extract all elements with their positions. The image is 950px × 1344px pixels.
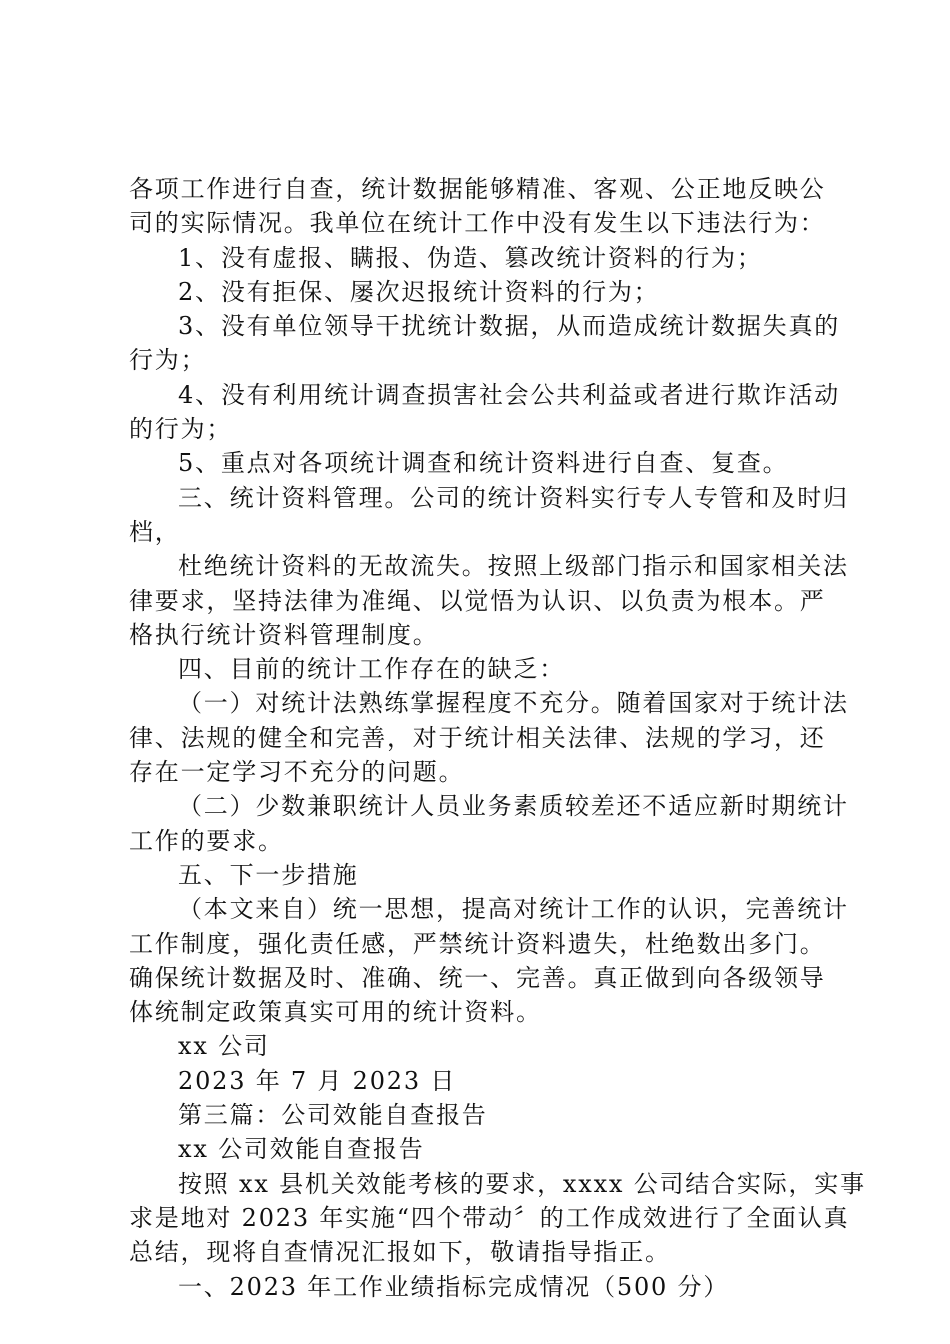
text-line: 杜绝统计资料的无故流失。按照上级部门指示和国家相关法 <box>178 552 849 581</box>
signature-company: xx 公司 <box>178 1032 270 1061</box>
section-heading-1: 一、2023 年工作业绩指标完成情况（500 分） <box>178 1272 730 1301</box>
text-line: 工作制度，强化责任感，严禁统计资料遗失，杜绝数出多门。 <box>129 929 826 958</box>
text-line: 工作的要求。 <box>129 826 284 855</box>
text-line: 的行为； <box>129 415 233 444</box>
text-line: 律、法规的健全和完善，对于统计相关法律、法规的学习，还 <box>129 723 826 752</box>
text-line: 格执行统计资料管理制度。 <box>129 620 439 649</box>
text-line: 2、没有拒保、屡次迟报统计资料的行为； <box>178 277 660 306</box>
report-title: xx 公司效能自查报告 <box>178 1135 425 1164</box>
text-line: 存在一定学习不充分的问题。 <box>129 758 465 787</box>
text-line: （本文来自）统一思想，提高对统计工作的认识，完善统计 <box>178 895 849 924</box>
section-heading-4: 四、目前的统计工作存在的缺乏： <box>178 655 565 684</box>
text-line: 体统制定政策真实可用的统计资料。 <box>129 998 542 1027</box>
document-body <box>129 172 866 1304</box>
text-line: 总结，现将自查情况汇报如下，敬请指导指正。 <box>129 1238 671 1267</box>
text-line: 求是地对 2023 年实施“四个带动〞的工作成效进行了全面认真 <box>129 1203 850 1232</box>
text-line: 档， <box>129 517 181 546</box>
signature-date: 2023 年 7 月 2023 日 <box>178 1066 457 1095</box>
text-line: （一）对统计法熟练掌握程度不充分。随着国家对于统计法 <box>178 689 849 718</box>
text-line: 1、没有虚报、瞒报、伪造、篡改统计资料的行为； <box>178 243 763 272</box>
section-heading-3: 三、统计资料管理。公司的统计资料实行专人专管和及时归 <box>178 483 849 512</box>
text-line: 按照 xx 县机关效能考核的要求，xxxx 公司结合实际，实事 <box>178 1169 866 1198</box>
text-line: 律要求，坚持法律为准绳、以觉悟为认识、以负责为根本。严 <box>129 586 826 615</box>
text-line: 5、重点对各项统计调查和统计资料进行自查、复查。 <box>178 449 789 478</box>
text-line: 4、没有利用统计调查损害社会公共利益或者进行欺诈活动 <box>178 380 841 409</box>
text-line: 确保统计数据及时、准确、统一、完善。真正做到向各级领导 <box>129 963 826 992</box>
text-line: 司的实际情况。我单位在统计工作中没有发生以下违法行为： <box>129 209 826 238</box>
text-line: 3、没有单位领导干扰统计数据，从而造成统计数据失真的 <box>178 312 841 341</box>
text-line: （二）少数兼职统计人员业务素质较差还不适应新时期统计 <box>178 792 849 821</box>
text-line: 行为； <box>129 346 207 375</box>
chapter-title: 第三篇：公司效能自查报告 <box>178 1101 488 1130</box>
text-line: 各项工作进行自查，统计数据能够精准、客观、公正地反映公 <box>129 175 826 203</box>
section-heading-5: 五、下一步措施 <box>178 860 359 889</box>
